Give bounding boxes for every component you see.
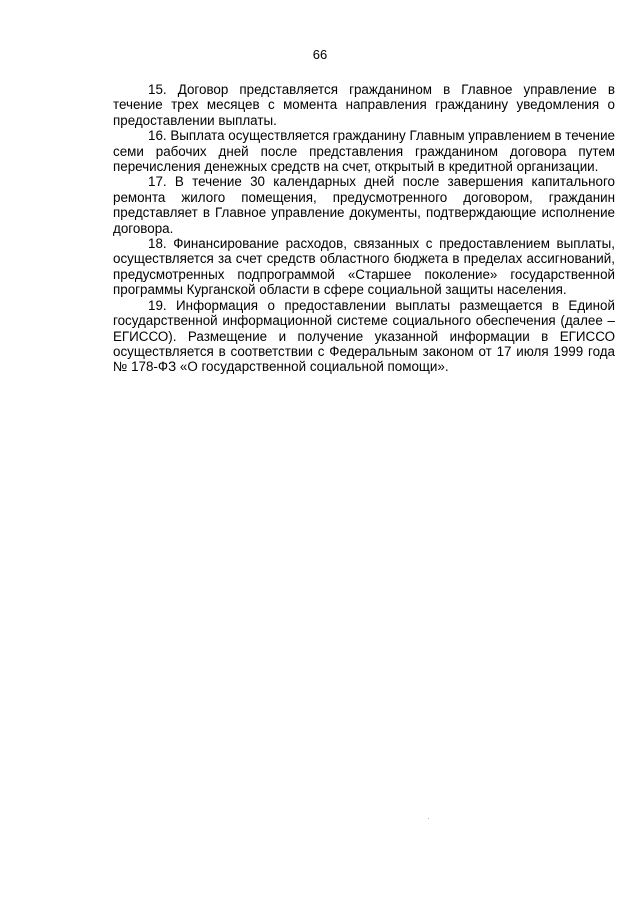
paragraph-15 xyxy=(113,82,615,128)
paragraph-text: Выплата осуществляется гражданину Главным управлением в течение семи рабочих дней после представления гражданином договора путем перечисления денежных средств на счет, открытый в кредитной организации. xyxy=(113,128,616,175)
paragraph-18 xyxy=(113,236,615,298)
document-body xyxy=(113,82,615,375)
paragraph-number: 19. xyxy=(148,297,167,313)
paragraph-number: 15. xyxy=(148,82,167,97)
paragraph-16 xyxy=(113,128,615,174)
paragraph-19 xyxy=(113,298,615,375)
paragraph-17 xyxy=(113,174,615,236)
paragraph-text: В течение 30 календарных дней после завершения капитального ремонта жилого помещения, предусмотренного договором, гражданин представляет в Главное управление документы, подтверждающие исполнение договора. xyxy=(113,174,615,236)
paragraph-text: Договор представляется гражданином в Главное управление в течение трех месяцев с момента направления гражданину уведомления о предоставлении выплаты. xyxy=(113,82,615,128)
paragraph-number: 18. xyxy=(148,236,167,252)
page-number: 66 xyxy=(312,47,328,62)
paragraph-text: Информация о предоставлении выплаты размещается в Единой государственной информационной системе социального обеспечения (далее – ЕГИССО). Размещение и получение указанной информации в ЕГИССО осуществляется в соответствии с Федеральным законом от 17 июля 1999 года № 178-ФЗ «О государственной социальной помощи». xyxy=(113,297,615,375)
scan-speck xyxy=(428,818,429,819)
paragraph-text: Финансирование расходов, связанных с предоставлением выплаты, осуществляется за счет средств областного бюджета в пределах ассигнований, предусмотренных подпрограммой «Старшее поколение» государственной программы Курганской области в сфере социальной защиты населения. xyxy=(113,236,615,298)
paragraph-number: 17. xyxy=(148,174,167,190)
paragraph-number: 16. xyxy=(148,128,167,144)
